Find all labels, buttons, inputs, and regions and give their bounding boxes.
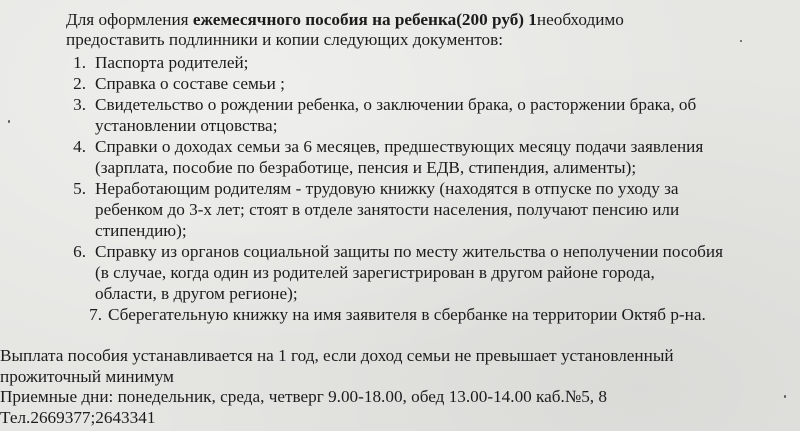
item-number: 5.	[73, 179, 86, 198]
list-item	[0, 73, 800, 94]
item-text-line: Свидетельство о рождении ребенка, о заключении брака, о расторжении брака, об	[95, 95, 697, 114]
scan-speck	[8, 120, 10, 123]
reception-hours: Приемные дни: понедельник, среда, четверг 9.00-18.00, обед 13.00-14.00 каб.№5, 8	[0, 387, 607, 406]
item-text-line: Паспорта родителей;	[95, 53, 249, 72]
item-text-line: области, в другом регионе);	[95, 284, 298, 303]
payment-text-line-1: Выплата пособия устанавливается на 1 год, если доход семьи не превышает установленный	[0, 346, 674, 365]
item-text-line: ребенком до 3-х лет; стоят в отделе занятости населения, получают пенсию или	[95, 200, 680, 219]
item-text-line: стипендию);	[95, 221, 187, 240]
item-number: 3.	[73, 95, 86, 114]
item-number: 7.	[89, 305, 102, 324]
list-item	[0, 136, 800, 178]
item-number: 2.	[73, 74, 86, 93]
item-text-line: Сберегательную книжку на имя заявителя в сбербанке на территории Октяб р-на.	[108, 305, 706, 324]
list-item	[0, 178, 800, 241]
intro-paragraph	[66, 10, 786, 50]
intro-line-1	[66, 10, 786, 30]
list-item	[0, 304, 800, 325]
documents-list	[0, 52, 800, 325]
intro-bold-text: ежемесячного пособия на ребенка(200 руб) 1	[192, 10, 537, 29]
item-text-line: (зарплата, пособие по безработице, пенсия и ЕДВ, стипендия, алименты);	[95, 158, 637, 177]
item-text-line: Справку из органов социальной защиты по месту жительства о неполучении пособия	[95, 242, 723, 261]
item-text-line: Справки о доходах семьи за 6 месяцев, предшествующих месяцу подачи заявления	[95, 137, 704, 156]
item-number: 4.	[73, 137, 86, 156]
intro-line-2: предоставить подлинники и копии следующих документов:	[66, 30, 504, 49]
phone-numbers: Тел.2669377;2643341	[0, 407, 156, 427]
item-number: 6.	[73, 242, 86, 261]
list-item	[0, 241, 800, 304]
intro-prefix: Для оформления	[66, 10, 193, 29]
item-text-line: установлении отцовства;	[95, 116, 278, 135]
item-text-line: Справка о составе семьи ;	[95, 74, 285, 93]
scan-speck	[784, 395, 786, 398]
item-number: 1.	[73, 53, 86, 72]
list-item	[0, 52, 800, 73]
intro-suffix: необходимо	[536, 10, 624, 29]
footer-section	[0, 346, 790, 428]
item-text-line: Неработающим родителям - трудовую книжку (находятся в отпуске по уходу за	[95, 179, 679, 198]
payment-text-line-2: прожиточный минимум	[0, 366, 174, 386]
item-text-line: (в случае, когда один из родителей зарегистрирован в другом районе города,	[95, 263, 655, 282]
scan-speck	[740, 40, 742, 42]
list-item	[0, 94, 800, 136]
